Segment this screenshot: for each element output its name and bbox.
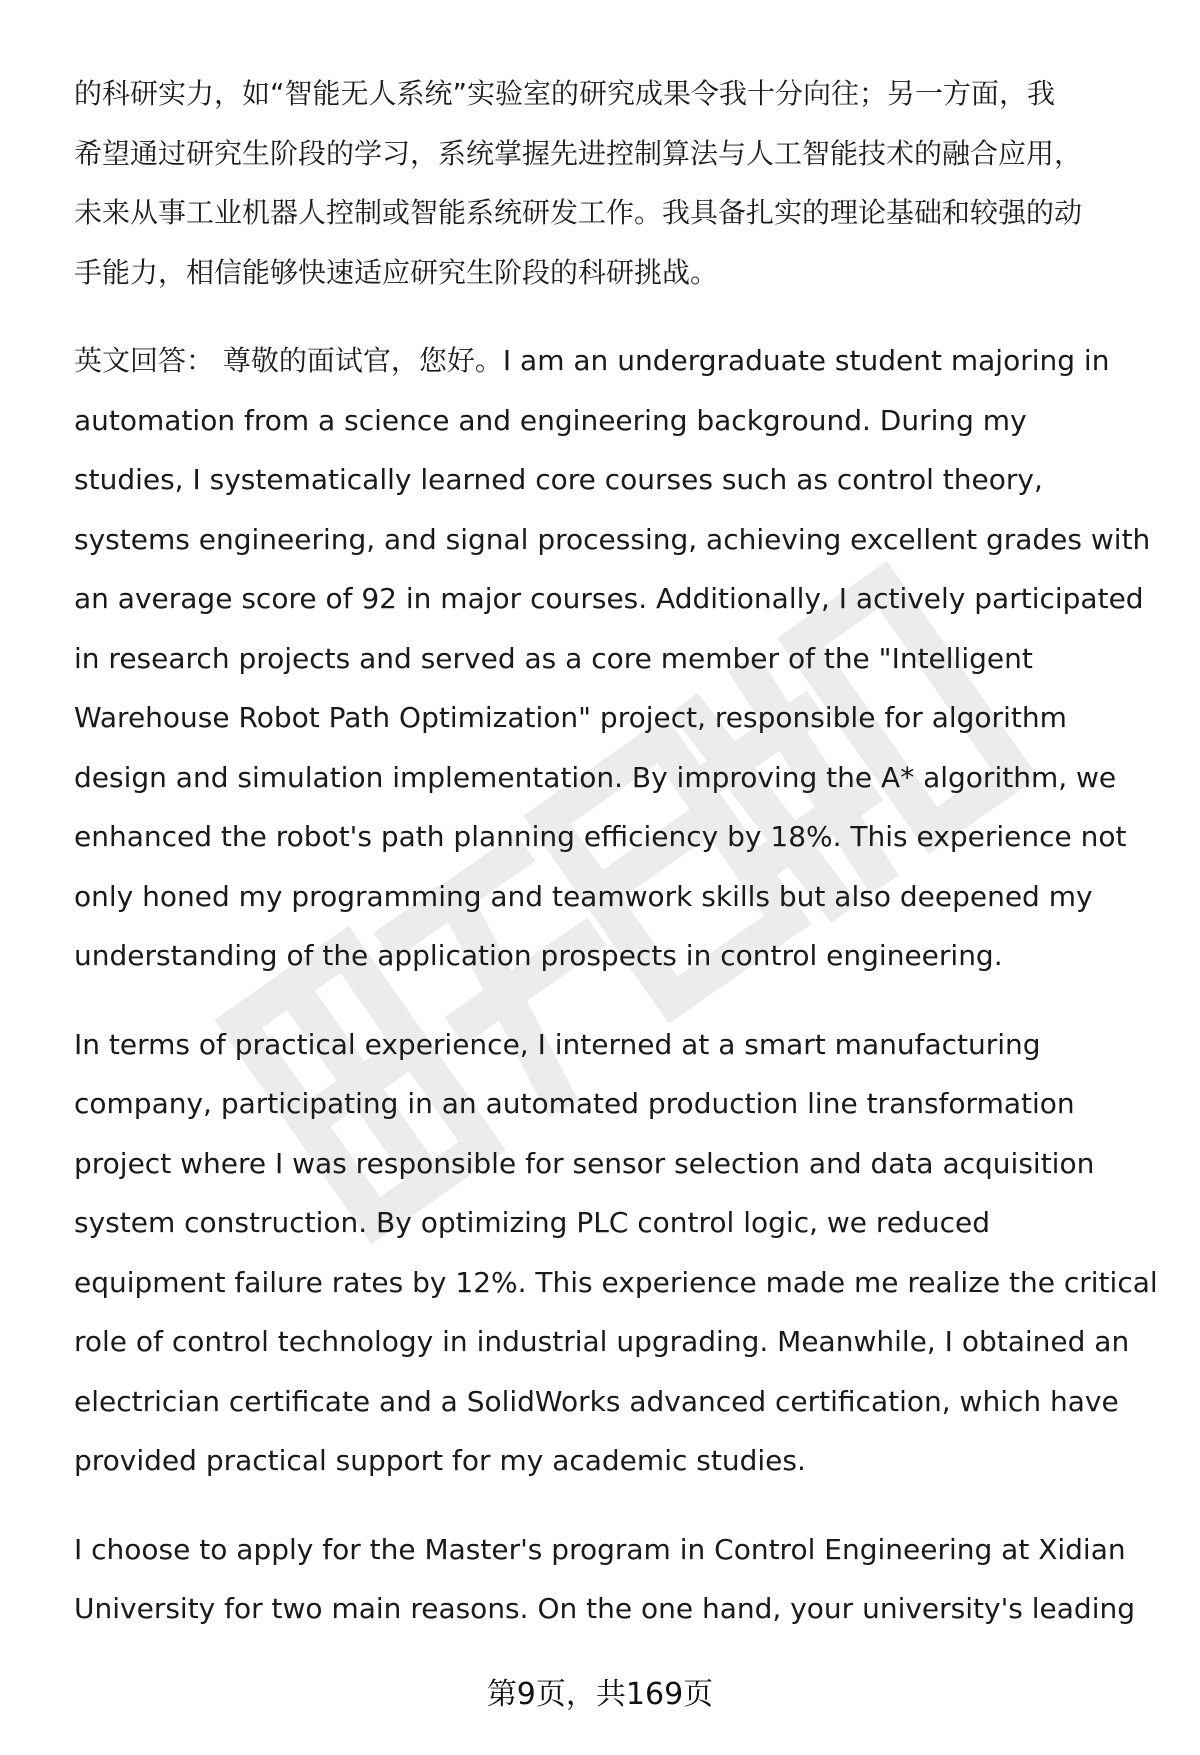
text-line: 手能力，相信能够快速适应研究生阶段的科研挑战。 [74,255,719,289]
text-line: I choose to apply for the Master's program in Control Engineering at Xidian [74,1532,1126,1566]
text-line: in research projects and served as a core member of the "Intelligent [74,641,1033,675]
text-line: project where I was responsible for sensor selection and data acquisition [74,1146,1095,1180]
text-line: only honed my programming and teamwork skills but also deepened my [74,879,1093,913]
paragraph-english-answer [74,331,1160,986]
text-line: system construction. By optimizing PLC control logic, we reduced [74,1206,990,1239]
text-line: 英文回答： 尊敬的面试官，您好。I am an undergraduate student majoring in [74,344,1110,377]
text-line: systems engineering, and signal processing, achieving excellent grades with [74,522,1151,556]
text-line: an average score of 92 in major courses. Additionally, I actively participated [74,582,1144,615]
text-line: 未来从事工业机器人控制或智能系统研发工作。我具备扎实的理论基础和较强的动 [74,196,1083,229]
paragraph-application-reasons [74,1520,1160,1639]
document-body [74,64,1160,1668]
text-line: understanding of the application prospects in control engineering. [74,939,1003,972]
text-line: automation from a science and engineering background. During my [74,403,1027,437]
text-line: studies, I systematically learned core courses such as control theory, [74,463,1043,496]
text-line: Warehouse Robot Path Optimization" project, responsible for algorithm [74,701,1067,734]
text-line: 希望通过研究生阶段的学习，系统掌握先进控制算法与人工智能技术的融合应用， [74,136,1083,170]
paragraph-practical-experience [74,1015,1160,1491]
paragraph-chinese-continuation [74,64,1160,302]
text-line: 的科研实力，如“智能无人系统”实验室的研究成果令我十分向往；另一方面，我 [74,77,1056,110]
text-line: enhanced the robot's path planning efficiency by 18%. This experience not [74,820,1127,853]
text-line: University for two main reasons. On the one hand, your university's leading [74,1592,1135,1625]
text-line: provided practical support for my academic studies. [74,1444,806,1477]
text-line: electrician certificate and a SolidWorks advanced certification, which have [74,1384,1119,1418]
text-line: design and simulation implementation. By improving the A* algorithm, we [74,760,1117,794]
text-line: In terms of practical experience, I interned at a smart manufacturing [74,1027,1041,1061]
text-line: equipment failure rates by 12%. This experience made me realize the critical [74,1265,1158,1299]
text-line: role of control technology in industrial upgrading. Meanwhile, I obtained an [74,1325,1130,1358]
text-line: company, participating in an automated production line transformation [74,1087,1075,1120]
page-number-footer: 第9页，共169页 [486,1677,714,1712]
